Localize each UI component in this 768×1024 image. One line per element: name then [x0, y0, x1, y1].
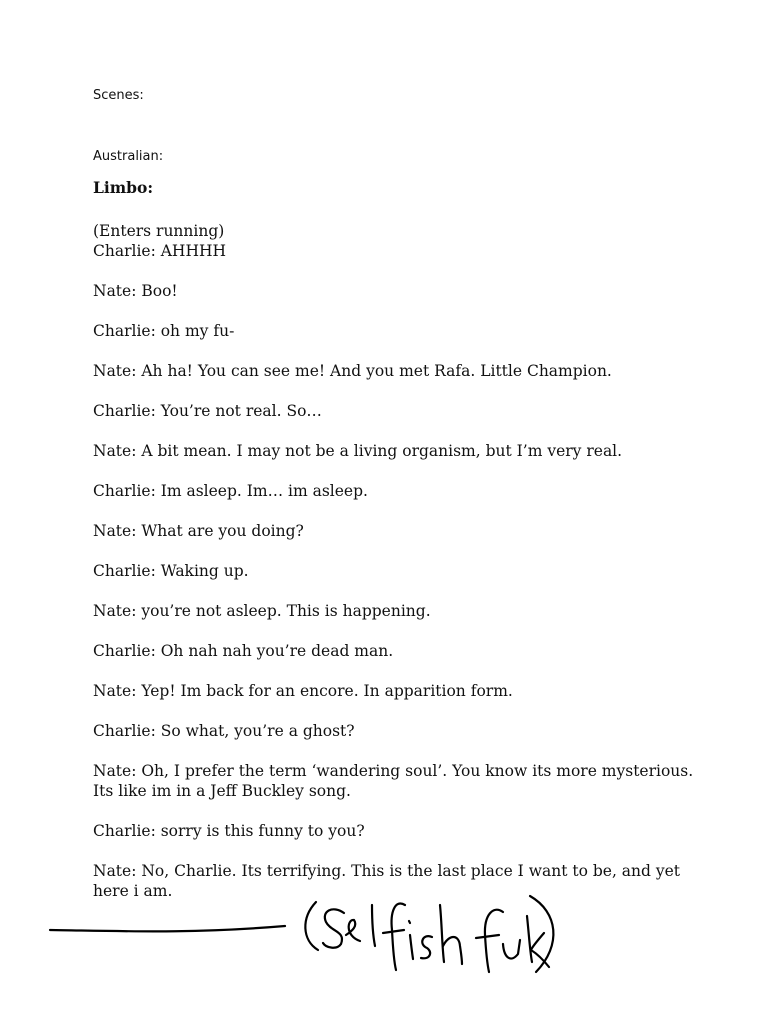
- dialogue-line: Nate: What are you doing?: [93, 522, 304, 540]
- handwritten-open-paren: [305, 902, 318, 950]
- dialogue-line: Nate: Boo!: [93, 282, 178, 300]
- dialogue-line: Nate: you’re not asleep. This is happening.: [93, 602, 431, 620]
- dialogue-line: Nate: No, Charlie. Its terrifying. This is the last place I want to be, and yet: [93, 862, 681, 880]
- handwritten-close-paren: [530, 896, 553, 972]
- dialogue-line: Nate: A bit mean. I may not be a living organism, but I’m very real.: [93, 442, 623, 460]
- stage-direction: (Enters running): [93, 222, 225, 240]
- dialogue-line-continued: Its like im in a Jeff Buckley song.: [93, 782, 351, 800]
- dialogue-line: Charlie: So what, you’re a ghost?: [93, 722, 355, 740]
- dialogue-line: Charlie: Im asleep. Im… im asleep.: [93, 482, 368, 500]
- scenes-label: Scenes:: [93, 88, 144, 103]
- dialogue-line: Charlie: sorry is this funny to you?: [93, 822, 365, 840]
- dialogue-line: Charlie: AHHHH: [93, 242, 226, 260]
- dialogue-line: Nate: Yep! Im back for an encore. In apparition form.: [93, 682, 513, 700]
- dialogue-line: Nate: Ah ha! You can see me! And you met Rafa. Little Champion.: [93, 362, 612, 380]
- scene-title: Limbo:: [93, 178, 154, 197]
- location-label: Australian:: [93, 149, 164, 164]
- dialogue-line: Charlie: You’re not real. So…: [93, 402, 322, 420]
- dialogue-line: Nate: Oh, I prefer the term ‘wandering soul’. You know its more mysterious.: [93, 762, 694, 780]
- handwritten-underline: [50, 926, 285, 931]
- dialogue-line: Charlie: oh my fu-: [93, 322, 235, 340]
- dialogue-line-continued: here i am.: [93, 882, 173, 900]
- dialogue-line: Charlie: Waking up.: [93, 562, 249, 580]
- dialogue-line: Charlie: Oh nah nah you’re dead man.: [93, 642, 394, 660]
